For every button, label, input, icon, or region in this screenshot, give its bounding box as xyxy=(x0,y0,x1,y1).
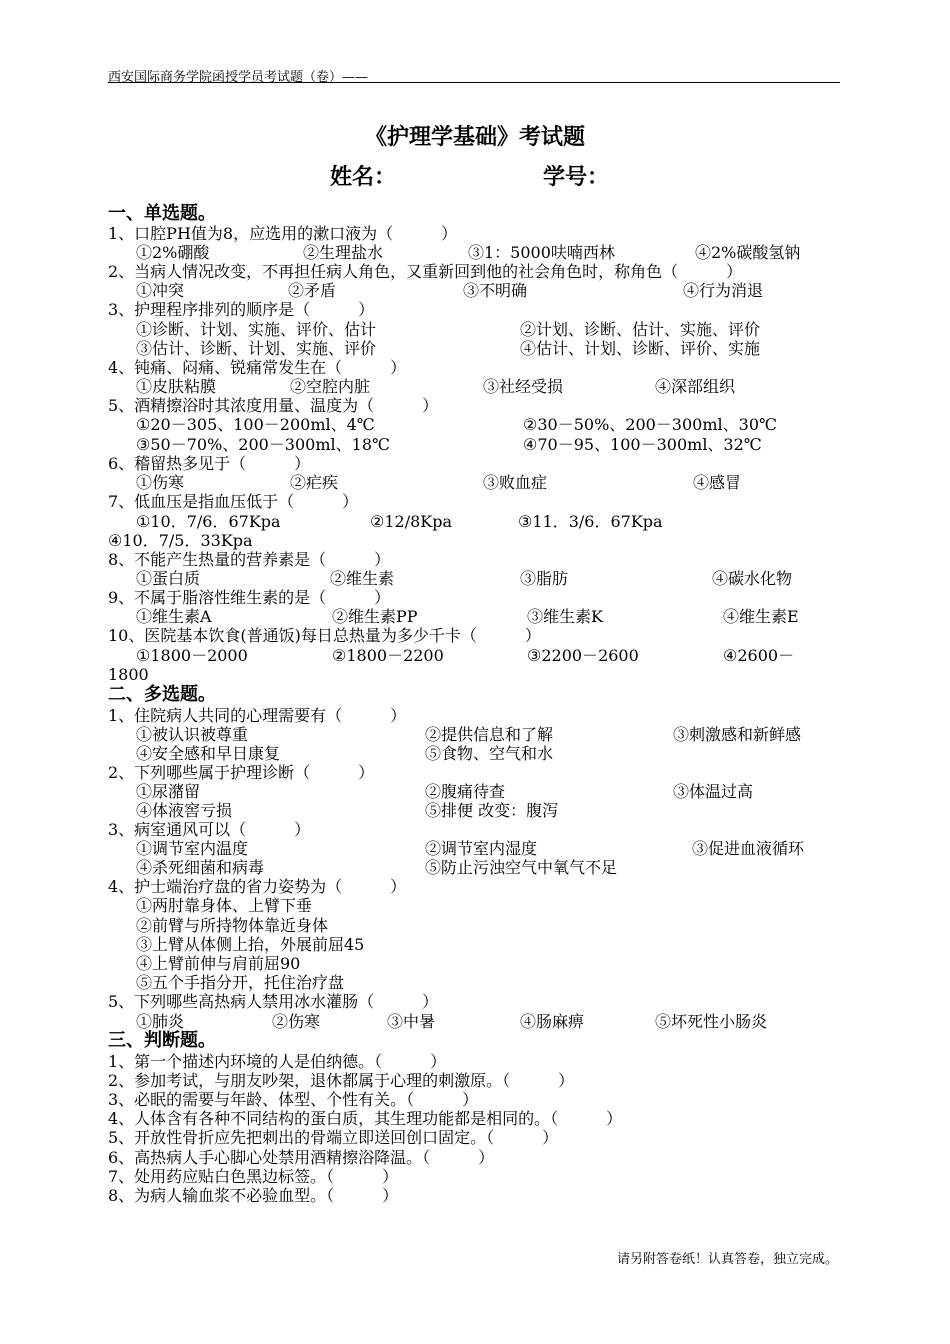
question-text: ④10．7/5．33Kpa xyxy=(108,531,253,550)
answer-option: ①被认识被尊重 xyxy=(136,725,249,744)
question-text: 8、不能产生热量的营养素是（ ） xyxy=(108,550,391,569)
answer-option: ②维生素PP xyxy=(332,607,418,626)
answer-option: ③体温过高 xyxy=(673,782,754,801)
answer-option: ③1：5000呋喃西林 xyxy=(468,243,615,262)
answer-option: ③50－70%、200－300ml、18℃ xyxy=(136,435,390,454)
section-heading: 一、单选题。 xyxy=(108,203,216,224)
answer-option: ④上臂前伸与肩前屈90 xyxy=(136,954,301,973)
question-text: 2、下列哪些属于护理诊断（ ） xyxy=(108,763,375,782)
question-text: 7、处用药应贴白色黑边标签。（ ） xyxy=(108,1167,399,1186)
answer-option: ⑤五个手指分开，托住治疗盘 xyxy=(136,973,345,992)
answer-option: ④行为消退 xyxy=(683,281,764,300)
exam-title: 《护理学基础》考试题 xyxy=(364,124,585,150)
answer-option: ④维生素E xyxy=(723,607,799,626)
answer-option: ③估计、诊断、计划、实施、评价 xyxy=(136,339,377,358)
question-text: 10、医院基本饮食(普通饭)每日总热量为多少千卡（ ） xyxy=(108,626,541,645)
question-text: 6、高热病人手心脚心处禁用酒精擦浴降温。（ ） xyxy=(108,1148,495,1167)
answer-option: ②矛盾 xyxy=(288,281,337,300)
answer-option: ②30－50%、200－300ml、30℃ xyxy=(523,415,777,434)
answer-option: ④杀死细菌和病毒 xyxy=(136,858,265,877)
answer-option: ③上臂从体侧上抬，外展前屈45 xyxy=(136,935,365,954)
name-label: 姓名： xyxy=(330,164,397,190)
answer-option: ①两肘靠身体、上臂下垂 xyxy=(136,896,313,915)
answer-option: ②1800－2200 xyxy=(332,646,444,665)
answer-option: ②生理盐水 xyxy=(303,243,384,262)
answer-option: ①20－305、100－200ml、4℃ xyxy=(136,415,375,434)
answer-option: ①维生素A xyxy=(136,607,212,626)
answer-option: ①诊断、计划、实施、评价、估计 xyxy=(136,320,377,339)
question-text: 3、护理程序排列的顺序是（ ） xyxy=(108,300,375,319)
answer-option: ②维生素 xyxy=(330,569,395,588)
answer-option: ③促进血液循环 xyxy=(692,839,805,858)
answer-option: ①调节室内温度 xyxy=(136,839,249,858)
question-text: 4、护士端治疗盘的省力姿势为（ ） xyxy=(108,877,407,896)
question-text: 5、开放性骨折应先把刺出的骨端立即送回创口固定。（ ） xyxy=(108,1128,559,1147)
answer-option: ①蛋白质 xyxy=(136,569,201,588)
answer-option: ③2200－2600 xyxy=(527,646,639,665)
question-text: 1、住院病人共同的心理需要有（ ） xyxy=(108,706,407,725)
answer-option: ⑤防止污浊空气中氧气不足 xyxy=(425,858,618,877)
answer-option: ②计划、诊断、估计、实施、评价 xyxy=(520,320,761,339)
question-text: 5、下列哪些高热病人禁用冰水灌肠（ ） xyxy=(108,992,439,1011)
question-text: 5、酒精擦浴时其浓度用量、温度为（ ） xyxy=(108,396,439,415)
section-heading: 二、多选题。 xyxy=(108,684,216,705)
answer-option: ③维生素K xyxy=(527,607,603,626)
answer-option: ①10．7/6．67Kpa xyxy=(136,512,281,531)
answer-option: ④估计、计划、诊断、评价、实施 xyxy=(520,339,761,358)
answer-option: ①肺炎 xyxy=(136,1012,185,1031)
footer-note: 请另附答卷纸！认真答卷，独立完成。 xyxy=(616,1252,838,1267)
question-text: 3、必眠的需要与年龄、体型、个性有关。（ ） xyxy=(108,1090,479,1109)
question-text: 4、钝痛、闷痛、锐痛常发生在（ ） xyxy=(108,358,407,377)
answer-option: ①皮肤粘膜 xyxy=(136,377,217,396)
answer-option: ④2600－ xyxy=(723,646,795,665)
page-header: 西安国际商务学院函授学员考试题（卷）—— xyxy=(108,70,369,85)
header-divider xyxy=(108,82,840,83)
answer-option: ④安全感和早日康复 xyxy=(136,744,281,763)
answer-option: ③败血症 xyxy=(483,473,548,492)
question-text: 2、参加考试，与朋友吵架，退休都属于心理的刺激原。（ ） xyxy=(108,1071,575,1090)
question-text: 8、为病人输血浆不必验血型。（ ） xyxy=(108,1186,399,1205)
answer-option: ④肠麻痹 xyxy=(520,1012,585,1031)
answer-option: ②疟疾 xyxy=(290,473,339,492)
answer-option: ②空腔内脏 xyxy=(290,377,371,396)
question-text: 6、稽留热多见于（ ） xyxy=(108,454,311,473)
question-text: 3、病室通风可以（ ） xyxy=(108,820,311,839)
answer-option: ④碳水化物 xyxy=(712,569,793,588)
section-heading: 三、判断题。 xyxy=(108,1030,216,1051)
question-text: 7、低血压是指血压低于（ ） xyxy=(108,492,359,511)
answer-option: ②12/8Kpa xyxy=(370,512,453,531)
question-text: 9、不属于脂溶性维生素的是（ ） xyxy=(108,588,391,607)
answer-option: ①尿潴留 xyxy=(136,782,201,801)
question-text: 1800 xyxy=(108,665,149,684)
answer-option: ①2%硼酸 xyxy=(136,243,210,262)
answer-option: ④体液窖亏损 xyxy=(136,801,233,820)
answer-option: ③不明确 xyxy=(463,281,528,300)
answer-option: ③脂肪 xyxy=(520,569,569,588)
question-text: 4、人体含有各种不同结构的蛋白质，其生理功能都是相同的。（ ） xyxy=(108,1109,623,1128)
answer-option: ③11．3/6．67Kpa xyxy=(518,512,663,531)
answer-option: ④感冒 xyxy=(693,473,742,492)
answer-option: ②伤寒 xyxy=(272,1012,321,1031)
answer-option: ②腹痛待查 xyxy=(425,782,506,801)
answer-option: ④深部组织 xyxy=(655,377,736,396)
answer-option: ②提供信息和了解 xyxy=(425,725,554,744)
question-text: 2、当病人情况改变，不再担任病人角色，又重新回到他的社会角色时，称角色（ ） xyxy=(108,262,743,281)
answer-option: ③刺激感和新鲜感 xyxy=(673,725,802,744)
question-text: 1、第一个描述内环境的人是伯纳德。（ ） xyxy=(108,1052,447,1071)
answer-option: ⑤坏死性小肠炎 xyxy=(655,1012,768,1031)
answer-option: ⑤食物、空气和水 xyxy=(425,744,554,763)
question-text: 1、口腔PH值为8，应选用的漱口液为（ ） xyxy=(108,224,458,243)
answer-option: ④70－95、100－300ml、32℃ xyxy=(523,435,762,454)
student-id-label: 学号： xyxy=(543,164,610,190)
answer-option: ②前臂与所持物体靠近身体 xyxy=(136,916,329,935)
answer-option: ④2%碳酸氢钠 xyxy=(695,243,801,262)
answer-option: ①1800－2000 xyxy=(136,646,248,665)
answer-option: ③社经受损 xyxy=(483,377,564,396)
answer-option: ③中暑 xyxy=(387,1012,436,1031)
answer-option: ①伤寒 xyxy=(136,473,185,492)
answer-option: ②调节室内湿度 xyxy=(425,839,538,858)
answer-option: ⑤排便 改变：腹泻 xyxy=(425,801,559,820)
answer-option: ①冲突 xyxy=(136,281,185,300)
